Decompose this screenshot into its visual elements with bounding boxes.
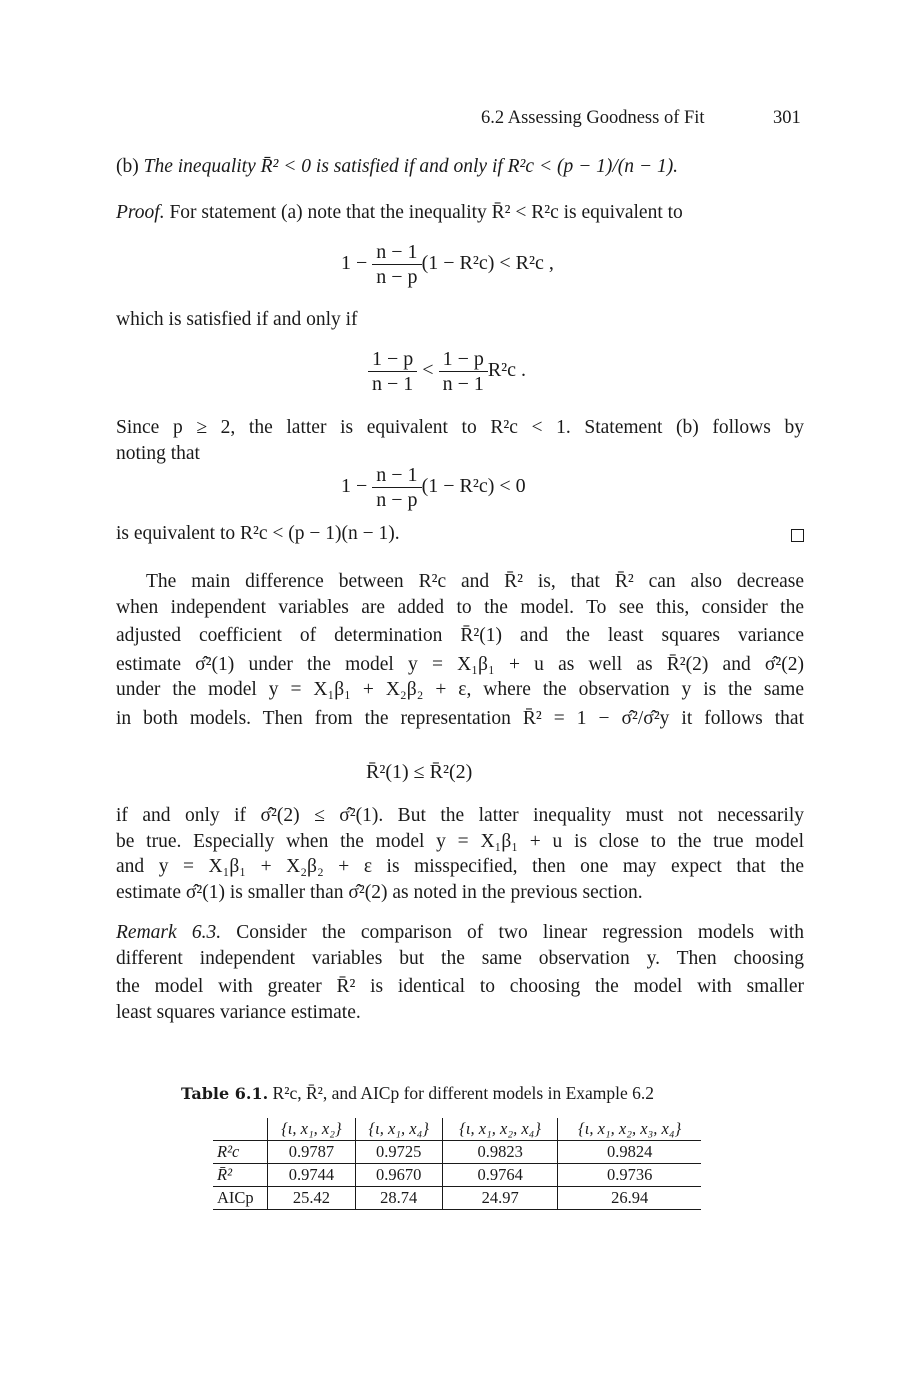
row-label: AICp	[213, 1187, 268, 1210]
table-caption-label: Table 6.1.	[181, 1084, 269, 1103]
table-cell: 0.9787	[268, 1141, 355, 1164]
table-cell: 26.94	[558, 1187, 701, 1210]
remark-paragraph	[116, 920, 804, 1025]
table-cell: 0.9823	[442, 1141, 557, 1164]
remark-line-3: the model with greater R̄² is identical to choosing the model with smaller	[116, 976, 804, 997]
proof-mid-text: which is satisfied if and only if	[116, 309, 358, 330]
main-line-5: under the model y = X₁β₁ + X₂β₂ + ε, where the observation y is the same	[116, 679, 804, 700]
main-paragraph	[116, 569, 804, 731]
statement-b-text: The inequality R̄² < 0 is satisfied if and only if R²c < (p − 1)/(n − 1).	[143, 156, 679, 177]
table-cell: 0.9744	[268, 1164, 355, 1187]
table-row	[213, 1164, 701, 1187]
eq2-left-numerator: 1 − p	[368, 347, 417, 372]
eq3-rest: (1 − R²c) < 0	[421, 475, 526, 498]
proof-end: is equivalent to R²c < (p − 1)(n − 1).	[116, 523, 400, 544]
table-row	[213, 1141, 701, 1164]
eq1-one: 1 −	[341, 252, 368, 275]
eq2-left-fraction	[368, 347, 417, 396]
eq2-right-denominator: n − 1	[442, 373, 484, 395]
main-line-4: estimate σ̂²(1) under the model y = X₁β₁ + u as well as R̄²(2) and σ̂²(2)	[116, 653, 804, 675]
column-header: {ι, x₁, x₄}	[355, 1118, 442, 1141]
table-cell: 0.9764	[442, 1164, 557, 1187]
statement-b	[116, 156, 678, 178]
since-line-2: noting that	[116, 442, 200, 464]
remark-label: Remark 6.3.	[116, 922, 222, 943]
eq2-operator: <	[422, 359, 434, 382]
statement-b-label: (b)	[116, 156, 139, 177]
table-cell: 0.9670	[355, 1164, 442, 1187]
proof-intro-text: For statement (a) note that the inequality R̄² < R²c is equivalent to	[169, 202, 683, 223]
column-header: {ι, x₁, x₂}	[268, 1118, 355, 1141]
eq1-denominator: n − p	[376, 266, 418, 288]
table-cell: 28.74	[355, 1187, 442, 1210]
table-cell: 25.42	[268, 1187, 355, 1210]
table-cell: 24.97	[442, 1187, 557, 1210]
eq3-one: 1 −	[341, 475, 368, 498]
eq2-right-numerator: 1 − p	[439, 347, 488, 372]
equation-3	[341, 463, 526, 512]
qed-square	[791, 529, 804, 542]
proof-intro	[116, 202, 683, 224]
eq1-fraction	[372, 240, 421, 289]
table-cell: 0.9824	[558, 1141, 701, 1164]
main-line-1: The main difference between R²c and R̄² is, that R̄² can also decrease	[146, 571, 804, 592]
eq2-left-denominator: n − 1	[372, 373, 414, 395]
eq2-rest: R²c .	[487, 359, 527, 382]
remark-line-2: different independent variables but the same observation y. Then choosing	[116, 947, 804, 969]
eq3-numerator: n − 1	[372, 463, 421, 488]
eq1-numerator: n − 1	[372, 240, 421, 265]
table-caption-text: R²c, R̄², and AICp for different models in Example 6.2	[272, 1083, 655, 1103]
row-label: R²c	[213, 1141, 268, 1164]
main-line-3: adjusted coefficient of determination R̄²(1) and the least squares variance	[116, 625, 804, 646]
eq3-fraction	[372, 463, 421, 512]
table-cell: 0.9725	[355, 1141, 442, 1164]
page-number: 301	[773, 108, 801, 128]
main-line-6: in both models. Then from the representation R̄² = 1 − σ̂²/σ̂²y it follows that	[116, 707, 804, 729]
after-paragraph	[116, 803, 804, 905]
remark-line-4: least squares variance estimate.	[116, 1001, 361, 1023]
equation-2	[368, 347, 526, 396]
column-header: {ι, x₁, x₂, x₃, x₄}	[558, 1118, 701, 1141]
column-header: {ι, x₁, x₂, x₄}	[442, 1118, 557, 1141]
table-cell: 0.9736	[558, 1164, 701, 1187]
running-header	[481, 108, 705, 129]
after-line-1: if and only if σ̂²(2) ≤ σ̂²(1). But the latter inequality must not necessarily	[116, 805, 804, 826]
proof-label: Proof.	[116, 202, 165, 223]
since-line-1: Since p ≥ 2, the latter is equivalent to R²c < 1. Statement (b) follows by	[116, 417, 804, 438]
proof-since	[116, 415, 804, 466]
table-caption	[181, 1083, 654, 1104]
eq2-right-fraction	[439, 347, 488, 396]
eq3-denominator: n − p	[376, 489, 418, 511]
section-title: 6.2 Assessing Goodness of Fit	[481, 108, 705, 128]
remark-line-1-text: Consider the comparison of two linear regression models with	[236, 922, 805, 943]
eq1-rest: (1 − R²c) < R²c ,	[421, 252, 554, 275]
table-corner	[213, 1118, 268, 1141]
remark-line-1	[116, 920, 804, 946]
main-line-2: when independent variables are added to the model. To see this, consider the	[116, 596, 804, 618]
display-equation: R̄²(1) ≤ R̄²(2)	[366, 761, 473, 783]
equation-1	[341, 240, 554, 289]
after-line-3: and y = X₁β₁ + X₂β₂ + ε is misspecified, then one may expect that the	[116, 856, 804, 877]
table-row	[213, 1187, 701, 1210]
row-label: R̄²	[213, 1164, 268, 1187]
table-header-row	[213, 1118, 701, 1141]
after-line-2: be true. Especially when the model y = X₁β₁ + u is close to the true model	[116, 830, 804, 852]
results-table	[213, 1118, 701, 1210]
after-line-4: estimate σ̂²(1) is smaller than σ̂²(2) as noted in the previous section.	[116, 881, 643, 903]
